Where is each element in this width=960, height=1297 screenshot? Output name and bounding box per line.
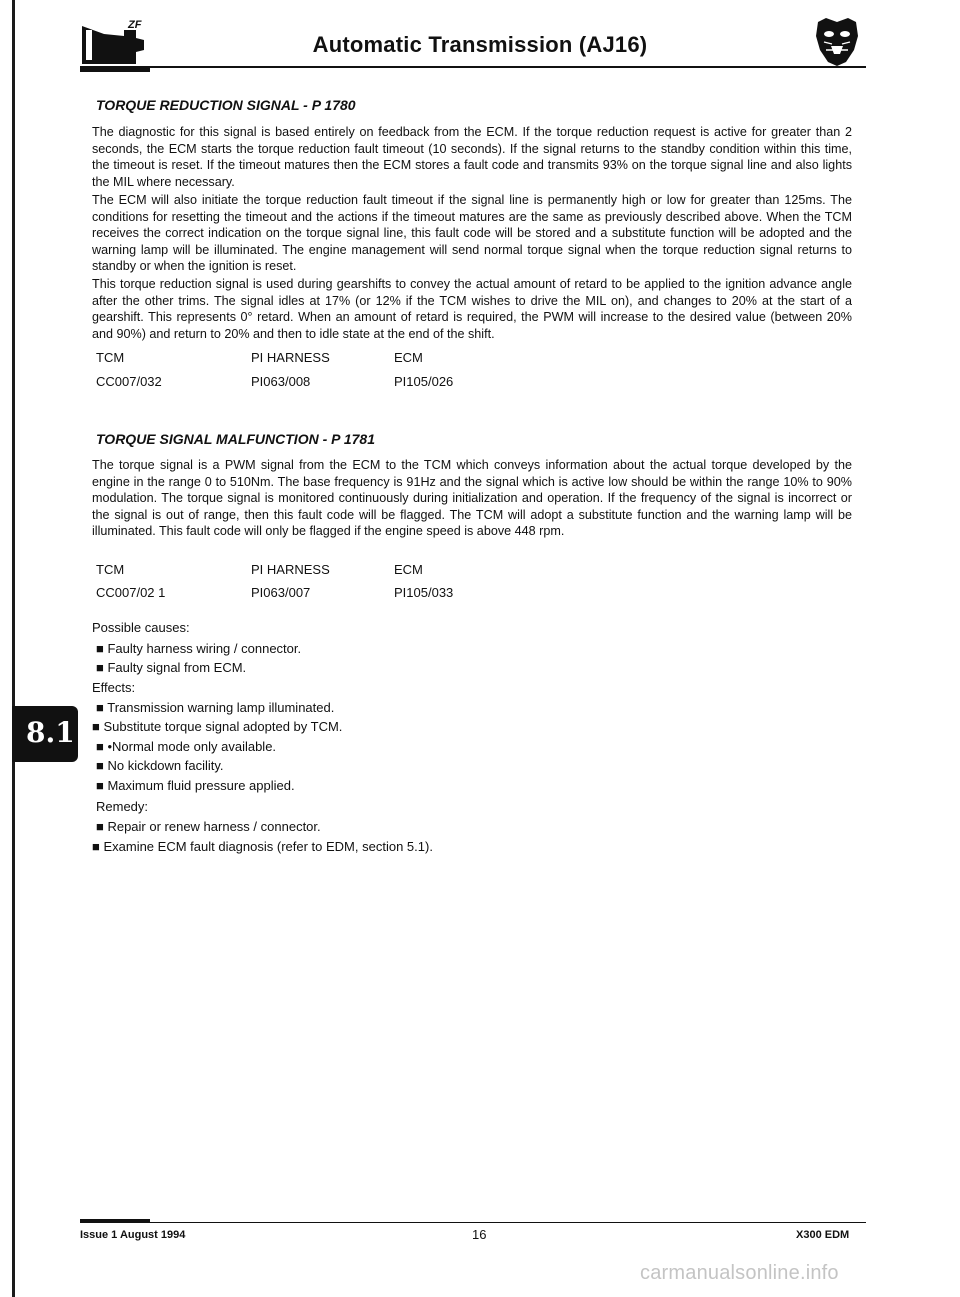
effect-item: ■ Transmission warning lamp illuminated. — [96, 700, 335, 715]
paragraph-p1780-2: The ECM will also initiate the torque reduction fault timeout if the signal line is permanently high or low for greater than 125ms. The conditions for resetting the timeout and the actions if the timeout matures are the same as previously described above. When the TCM receives the correct indication on the torque signal line, this fault code will be stored and a substitute function will be adopted and the warning lamp will be illuminated. The engine management will send normal torque signal when the torque reduction signal returns to standby or when the ignition is reset. — [92, 193, 852, 274]
effect-item: ■ •Normal mode only available. — [96, 739, 277, 754]
section-tab-number: 8.1 — [26, 716, 75, 749]
pin-header-ecm: ECM — [394, 562, 423, 577]
pin-header-harness: PI HARNESS — [251, 350, 330, 365]
pin-header-tcm: TCM — [96, 350, 125, 365]
jaguar-head-logo-icon — [812, 14, 862, 68]
pin-value-tcm: CC007/02 1 — [96, 585, 166, 600]
pin-value-ecm: PI105/026 — [394, 374, 454, 389]
remedy-label: Remedy: — [96, 799, 149, 814]
effect-item: ■ Maximum fluid pressure applied. — [96, 778, 295, 793]
remedy-item: ■ Repair or renew harness / connector. — [96, 819, 321, 834]
pin-value-harness: PI063/008 — [251, 374, 311, 389]
section-heading-p1780: TORQUE REDUCTION SIGNAL - P 1780 — [96, 97, 356, 113]
pin-value-tcm: CC007/032 — [96, 374, 162, 389]
left-margin-rule — [12, 0, 15, 1297]
causes-label: Possible causes: — [92, 620, 190, 635]
pin-value-row — [96, 374, 616, 390]
header-rule — [80, 66, 866, 68]
pin-value-row — [96, 585, 616, 601]
footer-issue-date: Issue 1 August 1994 — [80, 1229, 186, 1241]
effect-item: ■ No kickdown facility. — [96, 758, 224, 773]
cause-item: ■ Faulty harness wiring / connector. — [96, 641, 302, 656]
pin-header-row — [96, 350, 616, 366]
pin-value-ecm: PI105/033 — [394, 585, 454, 600]
effect-item: ■ Substitute torque signal adopted by TCM. — [92, 719, 343, 734]
footer-doc-code: X300 EDM — [796, 1229, 850, 1241]
cause-item: ■ Faulty signal from ECM. — [96, 660, 247, 675]
pin-header-harness: PI HARNESS — [251, 562, 330, 577]
pin-header-tcm: TCM — [96, 562, 125, 577]
watermark: carmanualsonline.info — [640, 1262, 839, 1284]
section-tab — [12, 706, 78, 762]
document-title: Automatic Transmission (AJ16) — [312, 32, 648, 57]
header-rule-accent — [80, 66, 150, 72]
pin-value-harness: PI063/007 — [251, 585, 311, 600]
footer-page-number: 16 — [472, 1227, 487, 1242]
effects-label: Effects: — [92, 680, 136, 695]
paragraph-p1780-1: The diagnostic for this signal is based entirely on feedback from the ECM. If the torque reduction request is active for greater than 2 seconds, the ECM starts the torque reduction fault timeout (10 seconds). If the signal returns to the standby condition within this time, the timeout is reset. If the timeout matures then the ECM stores a fault code and transmits 93% on the torque signal line and also lights the MIL where necessary. — [92, 125, 852, 189]
remedy-item: ■ Examine ECM fault diagnosis (refer to EDM, section 5.1). — [92, 839, 433, 854]
section-heading-p1781: TORQUE SIGNAL MALFUNCTION - P 1781 — [96, 431, 375, 447]
zf-logo-text: ZF — [128, 20, 142, 31]
footer-rule — [80, 1222, 866, 1223]
paragraph-p1780-3: This torque reduction signal is used during gearshifts to convey the actual amount of retard to be applied to the ignition advance angle after the other trims. The signal idles at 17% (or 12% if the TCM wishes to drive the MIL on), and changes to 20% at the start of a gearshift. This represents 0° retard. When an amount of retard is required, the PWM will increase to the desired value (between 20% and 90%) and return to 20% and then to idle state at the end of the shift. — [92, 277, 852, 341]
pin-header-row — [96, 562, 616, 578]
pin-header-ecm: ECM — [394, 350, 423, 365]
paragraph-p1781-1: The torque signal is a PWM signal from the ECM to the TCM which conveys information about the actual torque developed by the engine in the range 0 to 510Nm. The base frequency is 91Hz and the signal which is active low should be within the range 10% to 90% modulation. The torque signal is monitored continuously during initialization and operation. If the frequency of the signal is incorrect or the signal is out of range, then this fault code will be flagged. The TCM will adopt a substitute function and the warning lamp will be illuminated. This fault code will only be flagged if the engine speed is above 448 rpm. — [92, 458, 852, 539]
